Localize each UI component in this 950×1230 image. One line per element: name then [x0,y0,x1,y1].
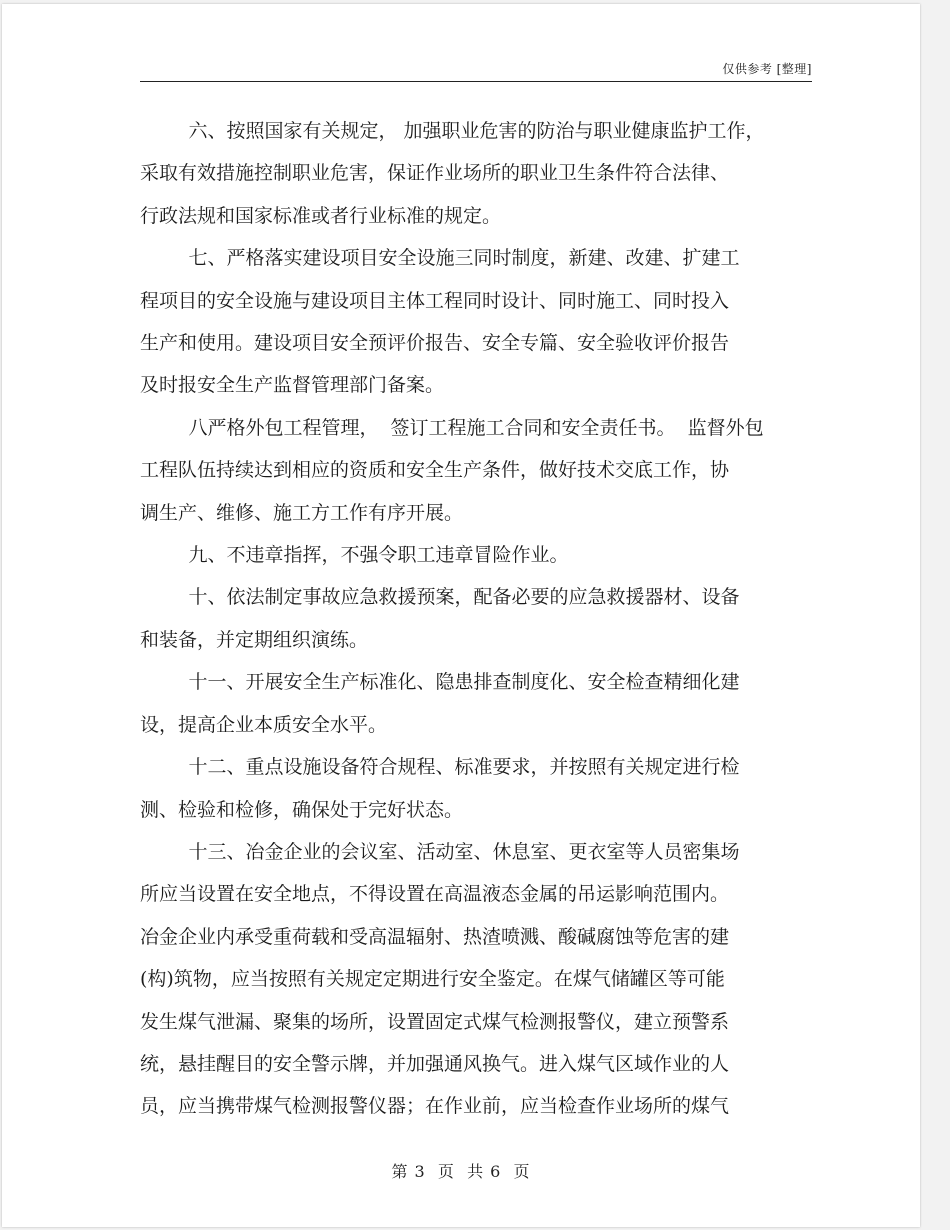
page-number: 第 3 页 共 6 页 [391,1162,531,1181]
text-line: 程项目的安全设施与建设项目主体工程同时设计、同时施工、同时投入 [140,289,730,312]
text-line: 七、严格落实建设项目安全设施三同时制度，新建、改建、扩建工 [188,247,740,270]
text-line: 工程队伍持续达到相应的资质和安全生产条件，做好技术交底工作，协 [140,459,730,482]
text-line: 员，应当携带煤气检测报警仪器；在作业前，应当检查作业场所的煤气 [140,1095,730,1118]
paragraph [140,534,812,576]
text-line: 测、检验和检修，确保处于完好状态。 [140,798,464,821]
paragraph [140,110,812,237]
paragraph [140,237,812,407]
text-line: 十二、重点设施设备符合规程、标准要求，并按照有关规定进行检 [188,756,740,779]
text-line: 六、按照国家有关规定， 加强职业危害的防治与职业健康监护工作， [188,120,765,142]
document-body [140,110,812,1128]
text-line: 生产和使用。建设项目安全预评价报告、安全专篇、安全验收评价报告 [140,332,730,355]
paragraph [140,746,812,831]
text-line: 所应当设置在安全地点，不得设置在高温液态金属的吊运影响范围内。 [140,883,730,906]
text-line: 十一、开展安全生产标准化、隐患排查制度化、安全检查精细化建 [188,671,740,694]
document-page [2,4,920,1227]
text-line: 和装备，并定期组织演练。 [140,628,369,651]
text-line: 行政法规和国家标准或者行业标准的规定。 [140,204,502,227]
text-line: 及时报安全生产监督管理部门备案。 [140,374,445,397]
paragraph [140,831,812,1128]
paragraph [140,576,812,661]
text-line: 十、依法制定事故应急救援预案，配备必要的应急救援器材、设备 [188,586,740,609]
text-line: 采取有效措施控制职业危害，保证作业场所的职业卫生条件符合法律、 [140,162,730,185]
page-footer [2,1159,920,1182]
text-line: 八严格外包工程管理， 签订工程施工合同和安全责任书。 监督外包 [188,416,764,439]
paragraph [140,661,812,746]
text-line: (构)筑物，应当按照有关规定定期进行安全鉴定。在煤气储罐区等可能 [140,968,725,991]
text-line: 发生煤气泄漏、聚集的场所，设置固定式煤气检测报警仪，建立预警系 [140,1010,730,1033]
text-line: 冶金企业内承受重荷载和受高温辐射、热渣喷溅、酸碱腐蚀等危害的建 [140,925,730,948]
text-line: 九、不违章指挥，不强令职工违章冒险作业。 [188,544,569,567]
text-line: 十三、冶金企业的会议室、活动室、休息室、更衣室等人员密集场 [188,840,740,863]
text-line: 统，悬挂醒目的安全警示牌，并加强通风换气。进入煤气区域作业的人 [140,1052,730,1075]
text-line: 设，提高企业本质安全水平。 [140,713,388,736]
text-line: 调生产、维修、施工方工作有序开展。 [140,501,464,524]
header-label: 仅供参考 [整理] [722,62,812,76]
paragraph [140,407,812,534]
page-header [140,52,812,82]
